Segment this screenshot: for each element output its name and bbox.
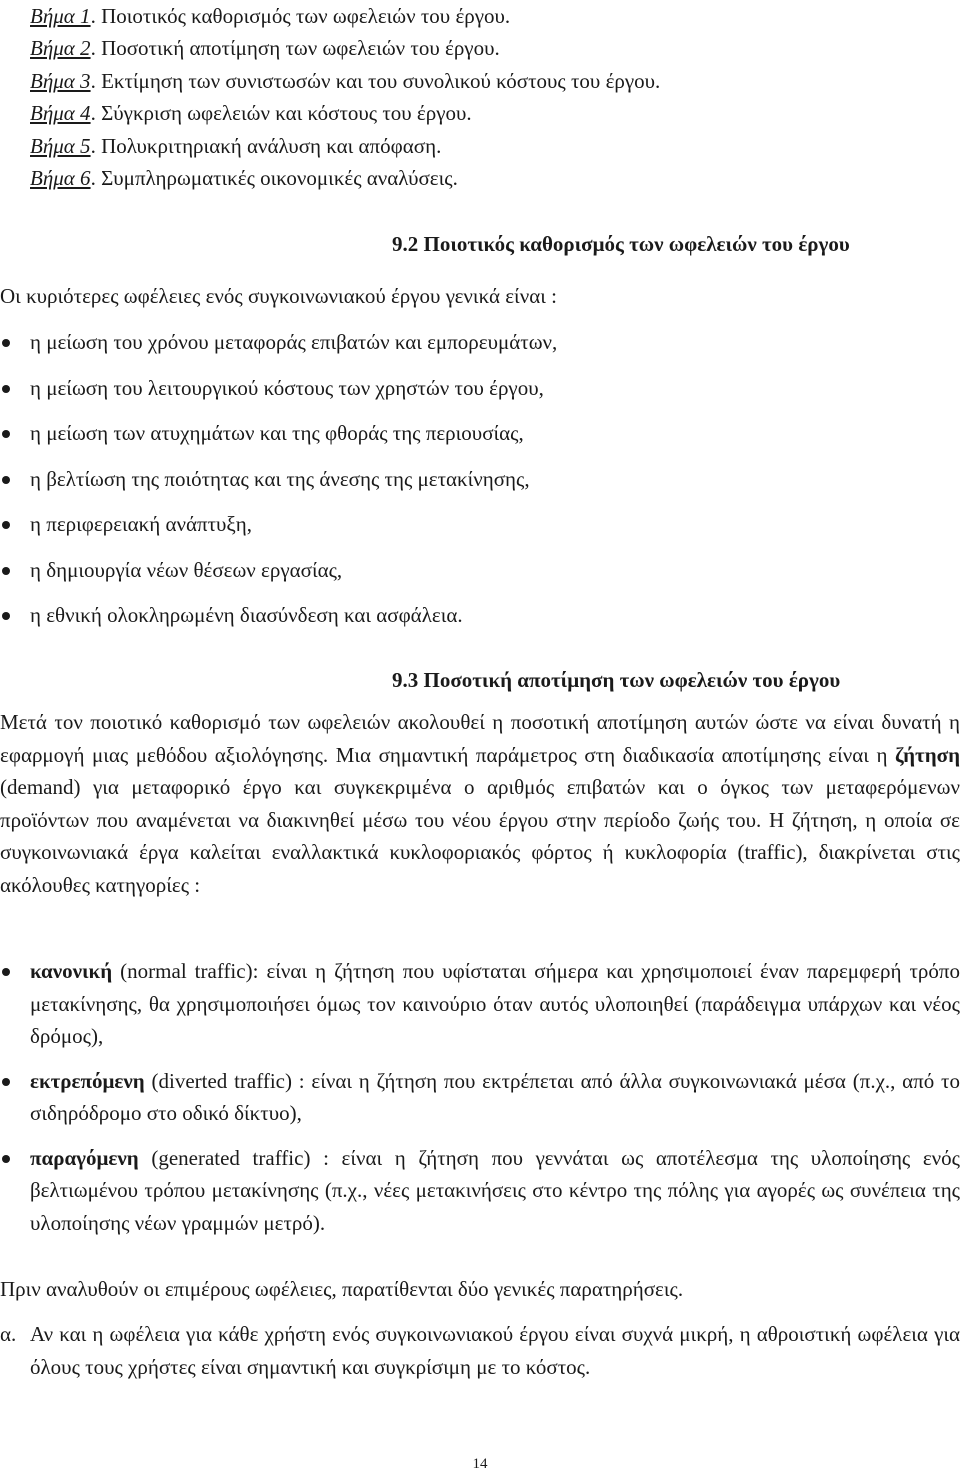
step-label: Βήμα 2 (30, 36, 91, 61)
bullet-icon (2, 430, 10, 438)
section-heading-9-3: 9.3 Ποσοτική αποτίμηση των ωφελειών του έργου (392, 668, 841, 692)
category-term: κανονική (30, 959, 113, 983)
page-number: 14 (472, 1456, 488, 1472)
benefit-text: η μείωση του χρόνου μεταφοράς επιβατών και εμπορευμάτων, (30, 330, 558, 354)
list-item (0, 464, 960, 510)
list-item (0, 327, 960, 373)
section-heading-9-2: 9.2 Ποιοτικός καθορισμός των ωφελειών του έργου (392, 232, 850, 256)
list-item (0, 509, 960, 555)
category-text: (generated traffic) : είναι η ζήτηση που γεννάται ως αποτέλεσμα της υλοποίησης ενός βελτιωμένου τρόπου μετακίνησης (π.χ., νέες μετακινήσεις στο κέντρο της πόλης για αγορές ως συνέπεια της υλοποίησης νέων γραμμών μετρό). (30, 1145, 960, 1235)
step-label: Βήμα 3 (30, 68, 91, 93)
benefits-list (0, 327, 960, 646)
remarks-intro: Πριν αναλυθούν οι επιμέρους ωφέλειες, παρατίθενται δύο γενικές παρατηρήσεις. (0, 1277, 684, 1301)
demand-text-start: Μετά τον ποιοτικό καθορισμό των ωφελειών ακολουθεί η ποσοτική αποτίμηση αυτών ώστε να είναι δυνατή η εφαρμογή μιας μεθόδου αξιολόγησης. Μια σημαντική παράμετρος στη διαδικασία αποτίμησης είναι η (0, 710, 960, 767)
benefit-text: η δημιουργία νέων θέσεων εργασίας, (30, 557, 343, 582)
category-text: (diverted traffic) : είναι η ζήτηση που εκτρέπεται από άλλα συγκοινωνιακά μέσα (π.χ., από το σιδηρόδρομο στο οδικό δίκτυο), (30, 1068, 960, 1125)
step-label: Βήμα 5 (30, 133, 91, 158)
category-term: παραγόμενη (30, 1145, 139, 1170)
list-item (0, 600, 960, 646)
bullet-icon (2, 1078, 10, 1086)
bullet-icon (2, 476, 10, 484)
bullet-icon (2, 567, 10, 575)
bullet-icon (2, 385, 10, 393)
demand-text-end: (demand) για μεταφορικό έργο και συγκεκριμένα ο αριθμός επιβατών και ο όγκος των μεταφερόμενων προϊόντων που αναμένεται να διακινηθεί μέσω του νέου έργου στην περίοδο ζωής του. Η ζήτηση, η οποία σε συγκοινωνιακά έργα καλείται εναλλακτικά κυκλοφοριακός φόρτος ή κυκλοφορία (traffic), διακρίνεται στις ακόλουθες κατηγορίες : (0, 775, 960, 897)
step-item (30, 130, 930, 162)
step-label: Βήμα 1 (30, 4, 91, 28)
step-text: . Σύγκριση ωφελειών και κόστους του έργου. (90, 101, 472, 126)
list-item (0, 1065, 960, 1130)
step-item (30, 65, 930, 97)
step-text: . Συμπληρωματικές οικονομικές αναλύσεις. (90, 165, 458, 190)
category-text: (normal traffic): είναι η ζήτηση που υφίσταται σήμερα και χρησιμοποιεί έναν παρεμφερή τρόπο μετακίνησης, θα χρησιμοποιήσει όμως τον καινούριο όταν αυτός υλοποιηθεί (παράδειγμα υπάρχων και νέος δρόμος), (30, 959, 960, 1048)
demand-paragraph (0, 706, 960, 901)
bullet-icon (2, 612, 10, 620)
bullet-icon (2, 968, 10, 976)
bullet-icon (2, 339, 10, 347)
step-text: . Ποιοτικός καθορισμός των ωφελειών του έργου. (90, 4, 511, 28)
step-text: . Ποσοτική αποτίμηση των ωφελειών του έργου. (90, 36, 500, 61)
step-item (30, 97, 930, 129)
benefits-intro: Οι κυριότερες ωφέλειες ενός συγκοινωνιακού έργου γενικά είναι : (0, 284, 557, 308)
demand-categories-list (0, 955, 960, 1239)
list-item (0, 1142, 960, 1240)
step-item (30, 32, 930, 64)
benefit-text: η περιφερειακή ανάπτυξη, (30, 512, 253, 536)
benefit-text: η μείωση των ατυχημάτων και της φθοράς της περιουσίας, (30, 421, 524, 445)
bullet-icon (2, 1155, 10, 1163)
steps-list (30, 0, 930, 194)
demand-term: ζήτηση (895, 742, 960, 767)
remark-a (0, 1318, 960, 1383)
step-label: Βήμα 4 (30, 101, 91, 126)
benefit-text: η εθνική ολοκληρωμένη διασύνδεση και ασφάλεια. (30, 603, 463, 627)
step-item (30, 162, 930, 194)
list-item (0, 555, 960, 601)
step-text: . Πολυκριτηριακή ανάλυση και απόφαση. (90, 133, 442, 158)
step-label: Βήμα 6 (30, 165, 91, 190)
remark-a-text: Αν και η ωφέλεια για κάθε χρήστη ενός συγκοινωνιακού έργου είναι συχνά μικρή, η αθροιστική ωφέλεια για όλους τους χρήστες είναι σημαντική και συγκρίσιμη με το κόστος. (30, 1322, 960, 1379)
step-text: . Εκτίμηση των συνιστωσών και του συνολικού κόστους του έργου. (90, 68, 661, 93)
benefit-text: η βελτίωση της ποιότητας και της άνεσης της μετακίνησης, (30, 466, 530, 491)
step-item (30, 0, 930, 32)
benefit-text: η μείωση του λειτουργικού κόστους των χρηστών του έργου, (30, 375, 544, 400)
remark-a-marker: α. (0, 1322, 17, 1346)
list-item (0, 418, 960, 464)
list-item (0, 955, 960, 1053)
category-term: εκτρεπόμενη (30, 1068, 145, 1093)
bullet-icon (2, 521, 10, 529)
list-item (0, 373, 960, 419)
